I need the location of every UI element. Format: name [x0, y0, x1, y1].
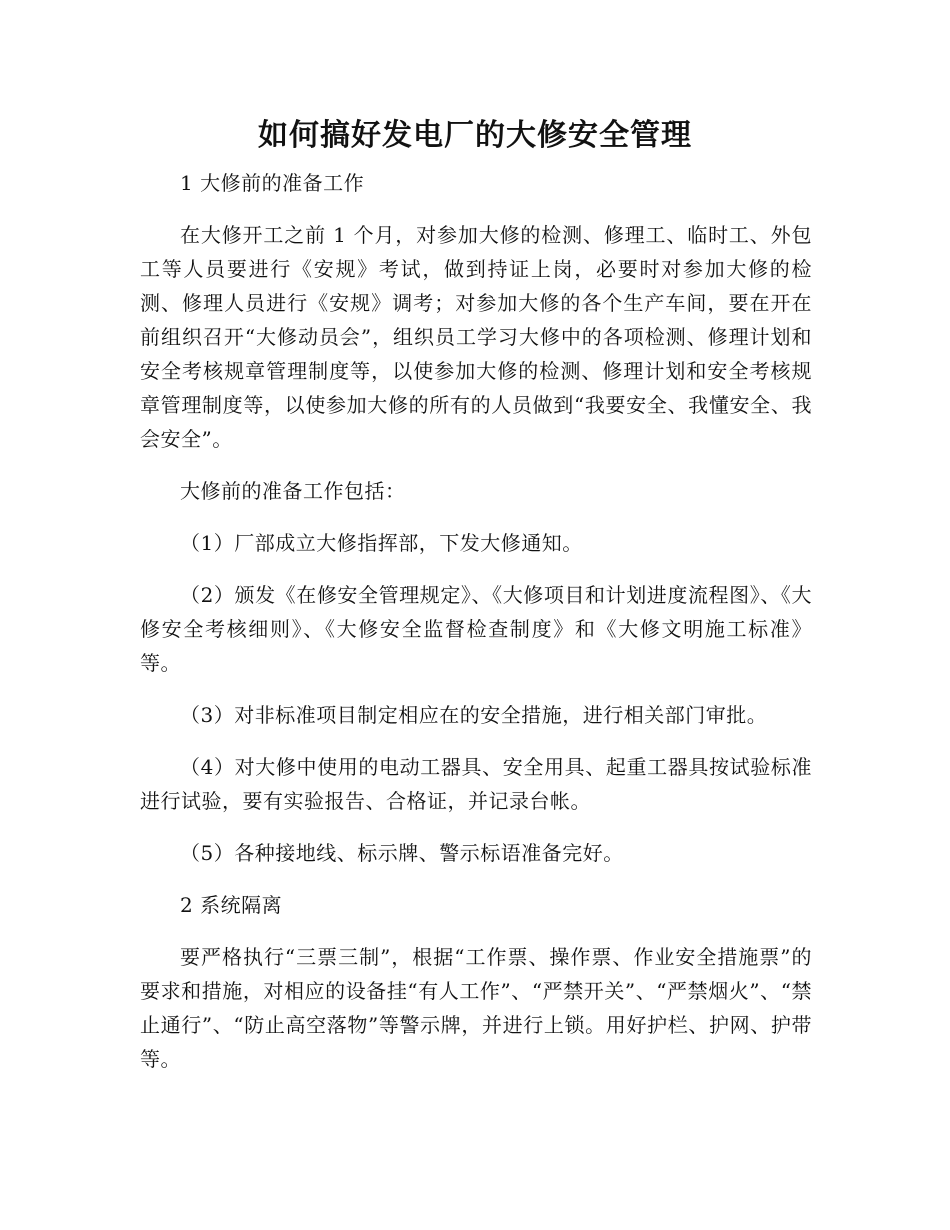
list-item: （4）对大修中使用的电动工器具、安全用具、起重工器具按试验标准进行试验，要有实验报告、合格证，并记录台帐。 — [140, 755, 812, 813]
paragraph: 大修前的准备工作包括： — [180, 479, 406, 503]
list-item: （5）各种接地线、标示牌、警示标语准备完好。 — [180, 841, 624, 865]
list-item: （1）厂部成立大修指挥部，下发大修通知。 — [180, 531, 583, 555]
list-item: （2）颁发《在修安全管理规定》、《大修项目和计划进度流程图》、《大修安全考核细则》、《大修安全监督检查制度》和《大修文明施工标准》等。 — [140, 583, 812, 675]
section-heading: 1 大修前的准备工作 — [180, 171, 365, 195]
section-system-isolation — [140, 888, 812, 1076]
paragraph: 要严格执行“三票三制”，根据“工作票、操作票、作业安全措施票”的要求和措施，对相应的设备挂“有人工作”、“严禁开关”、“严禁烟火”、“禁止通行”、“防止高空落物”等警示牌，并进行上锁。用好护栏、护网、护带等。 — [140, 945, 812, 1071]
section-preparation — [140, 166, 812, 870]
section-heading: 2 系统隔离 — [180, 893, 283, 917]
paragraph: 在大修开工之前 1 个月，对参加大修的检测、修理工、临时工、外包工等人员要进行《安规》考试，做到持证上岗，必要时对参加大修的检测、修理人员进行《安规》调考；对参加大修的各个生产车间，要在开在前组织召开“大修动员会”，组织员工学习大修中的各项检测、修理计划和安全考核规章管理制度等，以使参加大修的检测、修理计划和安全考核规章管理制度等，以使参加大修的所有的人员做到“我要安全、我懂安全、我会安全”。 — [140, 223, 812, 451]
document-body — [140, 166, 812, 1094]
list-item: （3）对非标准项目制定相应在的安全措施，进行相关部门审批。 — [180, 703, 768, 727]
document-title: 如何搞好发电厂的大修安全管理 — [258, 118, 692, 153]
